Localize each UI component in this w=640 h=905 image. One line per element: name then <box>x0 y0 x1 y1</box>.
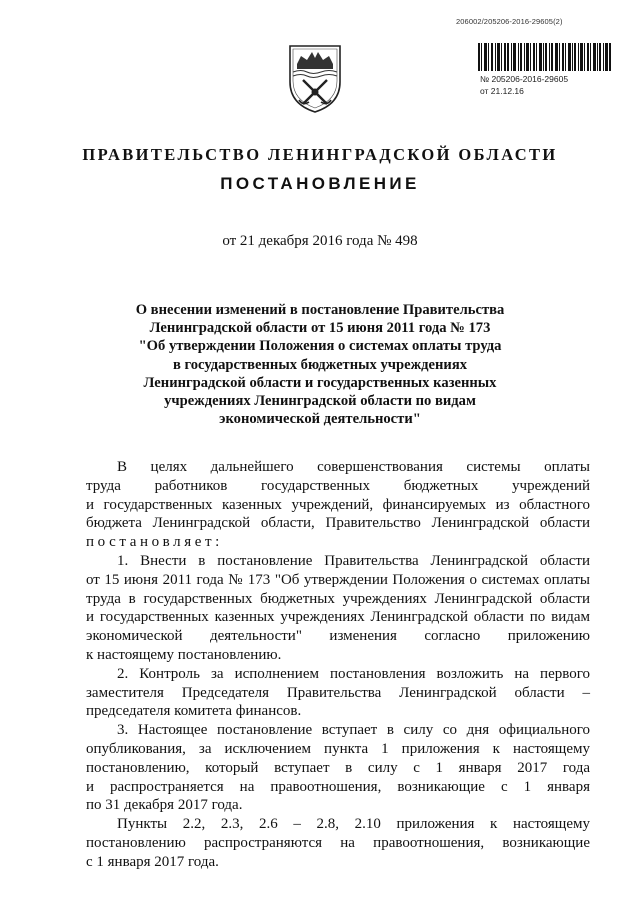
barcode <box>478 43 612 71</box>
registration-number: № 205206-2016-29605 <box>480 74 569 84</box>
title-line: О внесении изменений в постановление Правительства <box>135 302 505 318</box>
body-line: и распространяется на правоотношения, возникающие с 1 января <box>86 778 590 795</box>
resolution-date-number: от 21 декабря 2016 года № 498 <box>222 233 418 249</box>
title-line: Ленинградской области от 15 июня 2011 года № 173 <box>149 320 491 337</box>
body-line: бюджета Ленинградской области, Правительство Ленинградской области <box>86 515 590 532</box>
document-type: ПОСТАНОВЛЕНИЕ <box>220 174 420 193</box>
title-line: учреждениях Ленинградской области по видам <box>164 393 476 410</box>
title-line: в государственных бюджетных учреждениях <box>172 356 468 373</box>
body-line: к настоящему постановлению. <box>86 646 282 663</box>
body-line: и государственных казенных учреждений, финансируемых из областного <box>86 496 590 513</box>
document-id: 206002/205206-2016-29605(2) <box>456 17 563 26</box>
body-line: труда в государственных бюджетных учреждениях Ленинградской области <box>86 590 590 607</box>
title-line: Ленинградской области и государственных казенных <box>143 374 497 391</box>
body-line: заместителя Председателя Правительства Ленинградской области – <box>86 684 590 701</box>
title-line: "Об утверждении Положения о системах оплаты труда <box>138 338 502 355</box>
resolution-body <box>86 458 590 872</box>
body-line: от 15 июня 2011 года № 173 "Об утверждении Положения о системах оплаты <box>86 571 590 588</box>
body-line: экономической деятельности" изменения согласно приложению <box>86 628 590 645</box>
body-line: постановлению, который вступает в силу с 1 января 2017 года <box>86 759 590 776</box>
issuing-authority: ПРАВИТЕЛЬСТВО ЛЕНИНГРАДСКОЙ ОБЛАСТИ <box>82 145 558 164</box>
registration-date: от 21.12.16 <box>480 86 524 96</box>
body-line: В целях дальнейшего совершенствования системы оплаты <box>117 459 590 475</box>
body-line: труда работников государственных бюджетных учреждений <box>86 477 590 494</box>
body-line: 1. Внести в постановление Правительства Ленинградской области <box>117 552 590 569</box>
body-line: по 31 декабря 2017 года. <box>86 797 243 814</box>
body-line: председателя комитета финансов. <box>86 703 302 720</box>
body-line: Пункты 2.2, 2.3, 2.6 – 2.8, 2.10 приложения к настоящему <box>117 816 590 833</box>
title-line: экономической деятельности" <box>219 411 421 428</box>
resolution-title <box>100 301 540 428</box>
body-line: постановлению распространяются на правоотношения, возникающие <box>86 834 590 851</box>
body-line: и государственных казенных учреждениях Ленинградской области по видам <box>86 609 590 626</box>
body-line: 3. Настоящее постановление вступает в силу со дня официального <box>117 722 590 739</box>
body-line: с 1 января 2017 года. <box>86 853 219 870</box>
body-line: 2. Контроль за исполнением постановления возложить на первого <box>117 665 590 682</box>
body-line-resolves: постановляет: <box>86 534 223 551</box>
body-line: опубликования, за исключением пункта 1 приложения к настоящему <box>86 740 590 757</box>
coat-of-arms-emblem <box>287 42 343 114</box>
